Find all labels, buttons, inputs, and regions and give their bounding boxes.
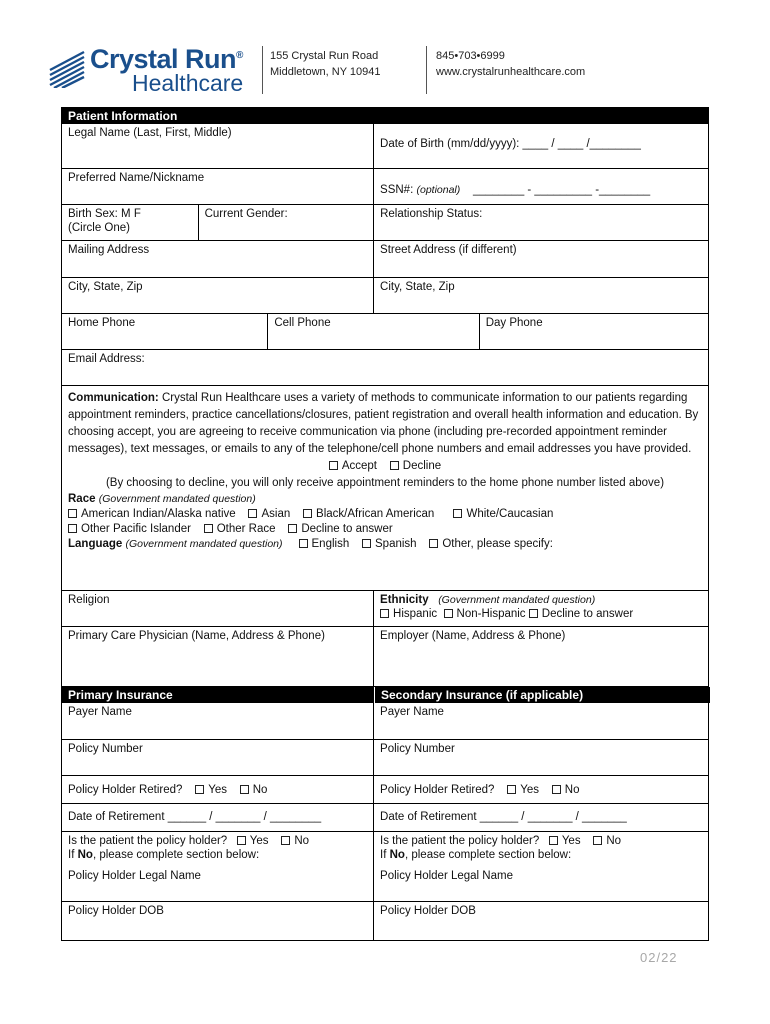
race-pacific-islander-checkbox[interactable]: [68, 524, 77, 533]
primary-insurance-heading: Primary Insurance: [62, 687, 374, 703]
primary-retired-no-checkbox[interactable]: [240, 785, 249, 794]
logo-text-healthcare: Healthcare: [132, 70, 244, 96]
race-black-checkbox[interactable]: [303, 509, 312, 518]
race-section: Race (Government mandated question) American Indian/Alaska native Asian Black/African American White/Caucasian Other Pacific Islander Other Race Decline to answer Language (Government mandated question) English Spanish Other, please specify:: [62, 492, 708, 590]
primary-payer-field[interactable]: Payer Name: [68, 706, 132, 718]
accept-checkbox[interactable]: [329, 461, 338, 470]
secondary-insurance-heading: Secondary Insurance (if applicable): [374, 687, 710, 703]
day-phone-field[interactable]: Day Phone: [479, 314, 708, 349]
secondary-retired-no-checkbox[interactable]: [552, 785, 561, 794]
header-divider: [426, 46, 427, 94]
birth-sex-field[interactable]: Birth Sex: M F (Circle One): [68, 208, 141, 234]
logo-mark-icon: [48, 48, 86, 88]
email-field[interactable]: Email Address:: [68, 353, 145, 365]
religion-field[interactable]: Religion: [68, 594, 110, 606]
primary-care-physician-field[interactable]: Primary Care Physician (Name, Address & Phone): [68, 630, 325, 642]
patient-information-heading: Patient Information: [62, 108, 708, 124]
crystal-run-logo: [48, 44, 258, 96]
header-divider: [262, 46, 263, 94]
race-decline-checkbox[interactable]: [288, 524, 297, 533]
street-address-field[interactable]: Street Address (if different): [373, 241, 708, 277]
race-asian-checkbox[interactable]: [248, 509, 257, 518]
primary-holder-yes-checkbox[interactable]: [237, 836, 246, 845]
primary-retired-yes-checkbox[interactable]: [195, 785, 204, 794]
header-contact: [436, 48, 585, 80]
secondary-retired-yes-checkbox[interactable]: [507, 785, 516, 794]
logo-text-crystal-run: Crystal Run®: [90, 44, 243, 74]
language-section: Language (Government mandated question) English Spanish Other, please specify:: [68, 538, 553, 550]
home-phone-field[interactable]: Home Phone: [68, 317, 136, 329]
date-of-birth-field[interactable]: Date of Birth (mm/dd/yyyy): ____ / ____ /________: [373, 124, 708, 168]
primary-holder-name-field[interactable]: Policy Holder Legal Name: [68, 870, 201, 882]
language-spanish-checkbox[interactable]: [362, 539, 371, 548]
secondary-holder-no-checkbox[interactable]: [593, 836, 602, 845]
ethnicity-field: Ethnicity (Government mandated question) Hispanic Non-Hispanic Decline to answer: [373, 591, 708, 626]
primary-retired-field: Policy Holder Retired? Yes No: [68, 784, 268, 796]
primary-is-holder-field: Is the patient the policy holder? Yes No If No, please complete section below:: [68, 835, 310, 861]
primary-holder-no-checkbox[interactable]: [281, 836, 290, 845]
city-state-zip-field[interactable]: City, State, Zip: [68, 281, 143, 293]
header-phone: 845•703•6999: [436, 50, 505, 62]
ethnicity-hispanic-checkbox[interactable]: [380, 609, 389, 618]
language-english-checkbox[interactable]: [299, 539, 308, 548]
ethnicity-decline-checkbox[interactable]: [529, 609, 538, 618]
race-other-checkbox[interactable]: [204, 524, 213, 533]
preferred-name-field[interactable]: Preferred Name/Nickname: [68, 172, 205, 184]
legal-name-field[interactable]: Legal Name (Last, First, Middle): [68, 127, 232, 139]
decline-note: (By choosing to decline, you will only receive appointment reminders to the home phone number listed above): [105, 477, 665, 489]
page-header: [48, 40, 728, 100]
secondary-retired-field: Policy Holder Retired? Yes No: [373, 776, 708, 803]
cell-phone-field[interactable]: Cell Phone: [267, 314, 478, 349]
employer-field[interactable]: Employer (Name, Address & Phone): [373, 627, 708, 686]
secondary-holder-yes-checkbox[interactable]: [549, 836, 558, 845]
communication-options: Accept Decline: [62, 458, 708, 475]
relationship-status-field[interactable]: Relationship Status:: [373, 205, 708, 240]
primary-retirement-date-field[interactable]: Date of Retirement ______ / _______ / ________: [68, 811, 322, 823]
race-american-indian-checkbox[interactable]: [68, 509, 77, 518]
current-gender-field[interactable]: Current Gender:: [198, 205, 373, 240]
communication-consent: Communication: Crystal Run Healthcare uses a variety of methods to communicate information to our patients regarding appointment reminders, practice cancellations/closures, patient registration and overall health information and education. By choosing accept, you are agreeing to receive communication via phone (including pre-recorded appointment reminder messages), text messages, or emails to any of the telephone/cell phone numbers and email addresses you have provided.: [68, 392, 699, 455]
header-website[interactable]: www.crystalrunhealthcare.com: [436, 66, 586, 78]
primary-policy-number-field[interactable]: Policy Number: [68, 743, 143, 755]
secondary-policy-number-field[interactable]: Policy Number: [373, 740, 708, 775]
ethnicity-non-hispanic-checkbox[interactable]: [444, 609, 453, 618]
mailing-address-field[interactable]: Mailing Address: [68, 244, 150, 256]
language-other-checkbox[interactable]: [429, 539, 438, 548]
secondary-payer-field[interactable]: Payer Name: [373, 703, 708, 739]
secondary-holder-name-field[interactable]: Policy Holder Legal Name: [373, 867, 708, 901]
secondary-holder-dob-field[interactable]: Policy Holder DOB: [373, 902, 708, 940]
secondary-retirement-date-field[interactable]: Date of Retirement ______ / _______ / _______: [373, 804, 708, 831]
primary-holder-dob-field[interactable]: Policy Holder DOB: [68, 905, 164, 917]
city-state-zip-field-2[interactable]: City, State, Zip: [373, 278, 708, 313]
header-address: 155 Crystal Run Road Middletown, NY 10941: [270, 50, 381, 78]
ssn-field[interactable]: SSN#: (optional) ________ - _________ -________: [373, 169, 708, 204]
decline-checkbox[interactable]: [390, 461, 399, 470]
patient-registration-form: [61, 107, 709, 941]
form-version: 02/22: [640, 950, 678, 965]
race-white-checkbox[interactable]: [453, 509, 462, 518]
secondary-is-holder-field: Is the patient the policy holder? Yes No If No, please complete section below:: [373, 832, 708, 867]
